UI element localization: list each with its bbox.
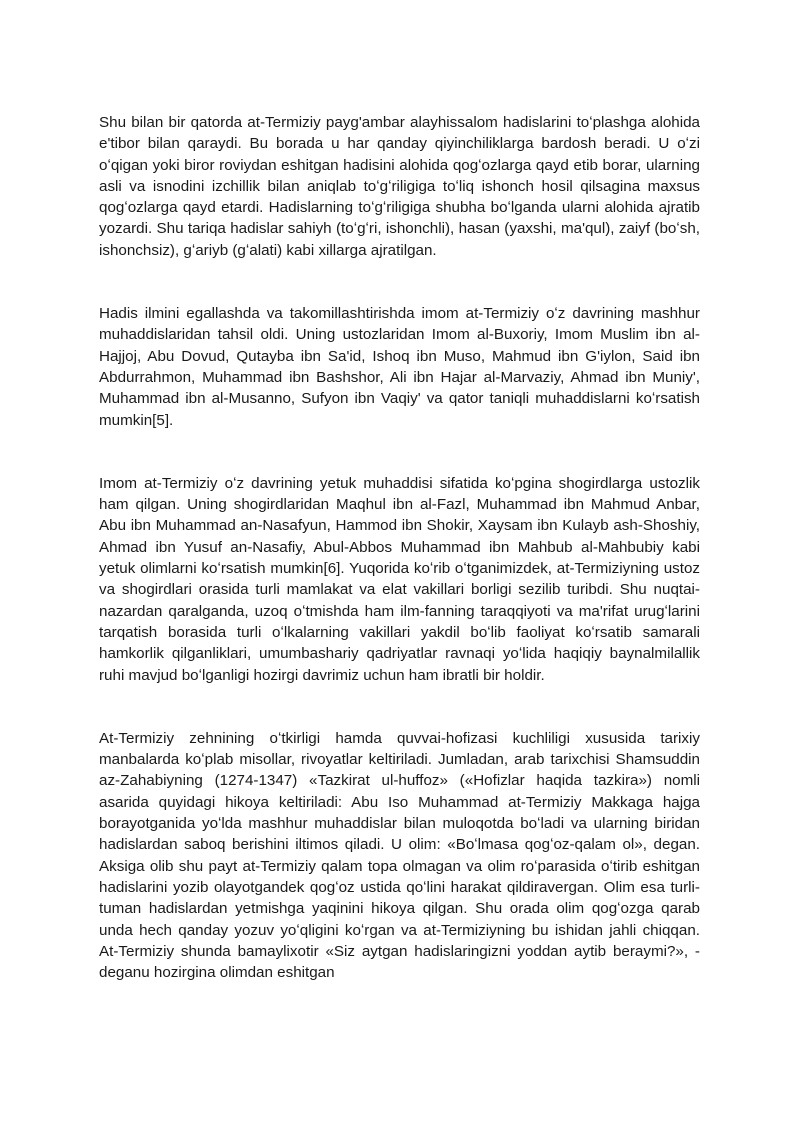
document-body — [99, 112, 700, 983]
paragraph-4: At-Termiziy zehnining oʻtkirligi hamda quvvai-hofizasi kuchliligi xususida tarixiy manbalarda koʻplab misollar, rivoyatlar keltiriladi. Jumladan, arab tarixchisi Shamsuddin az-Zahabiyning (1274-1347) «Tazkirat ul-huffoz» («Hofizlar haqida tazkira») nomli asarida quyidagi hikoya keltiriladi: Abu Iso Muhammad at-Termiziy Makkaga hajga borayotganida yoʻlda mashhur muhaddislar bilan muloqotda boʻladi va ularning biridan hadislardan saboq berishini iltimos qiladi. U olim: «Boʻlmasa qogʻoz-qalam ol», degan. Aksiga olib shu payt at-Termiziy qalam topa olmagan va olim roʻparasida oʻtirib eshitgan hadislarini yozib olayotgandek qogʻoz ustida qoʻlini harakat qildiravergan. Olim esa turli-tuman hadislardan yetmishga yaqinini hikoya qilgan. Shu orada olim qogʻozga qarab unda hech qanday yozuv yoʻqligini koʻrgan va at-Termiziyning bu ishidan jahli chiqqan. At-Termiziy shunda bamaylixotir «Siz aytgan hadislaringizni yoddan aytib beraymi?», - deganu hozirgina olimdan eshitgan — [99, 729, 700, 982]
paragraph-1: Shu bilan bir qatorda at-Termiziy payg'ambar alayhissalom hadislarini toʻplashga alohida e'tibor bilan qaraydi. Bu borada u har qanday qiyinchiliklarga bardosh beradi. U oʻzi oʻqigan yoki biror roviydan eshitgan hadisini alohida qogʻozlarga qayd etib borar, ularning asli va isnodini izchillik bilan aniqlab toʻgʻriligiga toʻliq ishonch hosil qilsagina maxsus qogʻozlarga qayd etardi. Hadislarning toʻgʻriligiga shubha boʻlganda ularni alohida ajratib yozardi. Shu tariqa hadislar sahiyh (toʻgʻri, ishonchli), hasan (yaxshi, ma'qul), zaiyf (boʻsh, ishonchsiz), gʻariyb (gʻalati) kabi xillarga ajratilgan. — [99, 114, 700, 259]
paragraph-3: Imom at-Termiziy oʻz davrining yetuk muhaddisi sifatida koʻpgina shogirdlarga ustozlik ham qilgan. Uning shogirdlaridan Maqhul ibn al-Fazl, Muhammad ibn Mahmud Anbar, Abu ibn Muhammad an-Nasafyun, Hammod ibn Shokir, Xaysam ibn Kulayb ash-Shoshiy, Ahmad ibn Yusuf an-Nasafiy, Abul-Abbos Muhammad ibn Mahbub al-Mahbubiy kabi yetuk olimlarni koʻrsatish mumkin[6]. Yuqorida koʻrib oʻtganimizdek, at-Termiziyning ustoz va shogirdlari orasida turli mamlakat va elat vakillari borligi sezilib turibdi. Shu nuqtai-nazardan qaralganda, uzoq oʻtmishda ham ilm-fanning taraqqiyoti va ma'rifat urugʻlarini tarqatish borasida turli oʻlkalarning vakillari yakdil boʻlib faoliyat koʻrsatib samarali hamkorlik qilganliklari, umumbashariy qadriyatlar ravnaqi yoʻlida haqiqiy baynalmilallik ruhi mavjud boʻlganligi hozirgi davrimiz uchun ham ibratli bir holdir. — [99, 474, 700, 684]
paragraph-2: Hadis ilmini egallashda va takomillashtirishda imom at-Termiziy oʻz davrining mashhur muhaddislaridan tahsil oldi. Uning ustozlaridan Imom al-Buxoriy, Imom Muslim ibn al-Hajjoj, Abu Dovud, Qutayba ibn Sa'id, Ishoq ibn Muso, Mahmud ibn G'iylon, Said ibn Abdurrahmon, Muhammad ibn Bashshor, Ali ibn Hajar al-Marvaziy, Ahmad ibn Muniy', Muhammad ibn al-Musanno, Sufyon ibn Vaqiy' va qator taniqli muhaddislarni koʻrsatish mumkin[5]. — [99, 305, 700, 429]
